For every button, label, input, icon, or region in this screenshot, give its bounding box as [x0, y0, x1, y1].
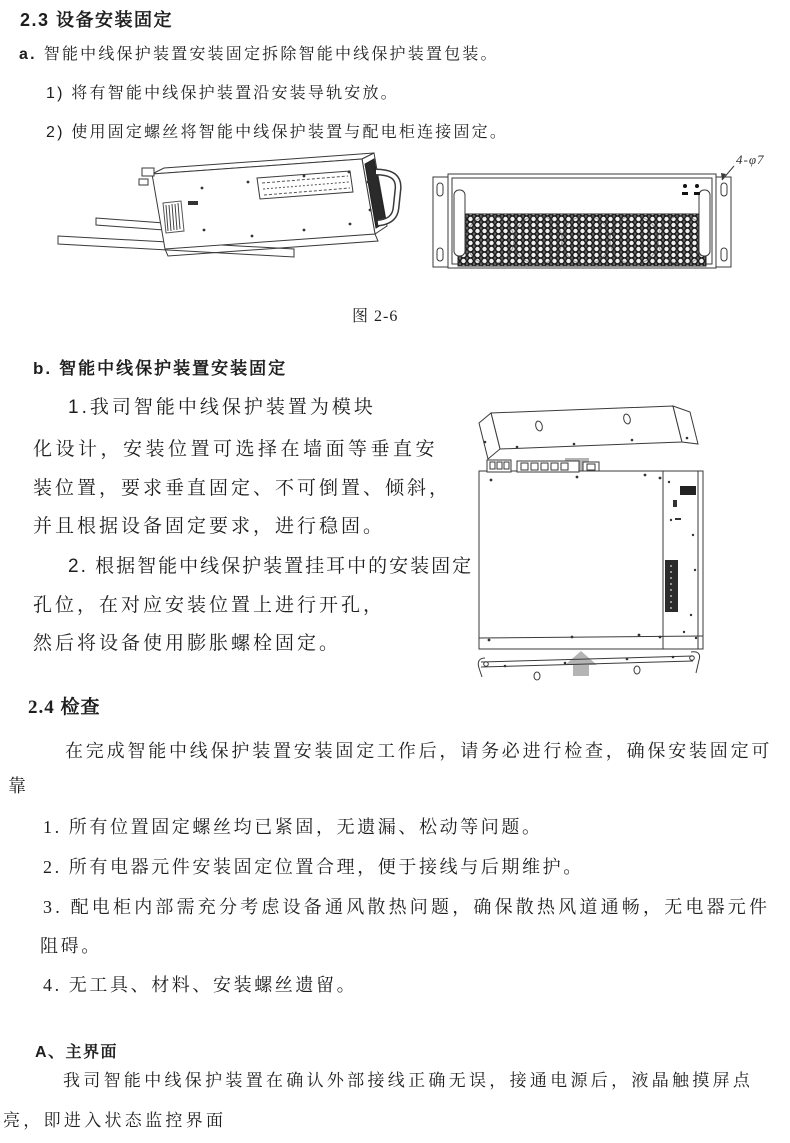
paragraph-line: 孔位，在对应安装位置上进行开孔，: [33, 595, 386, 616]
item-a-line: [19, 41, 499, 64]
install-step-1: 1) 将有智能中线保护装置沿安装导轨安放。: [46, 85, 399, 102]
install-step-2: 2) 使用固定螺丝将智能中线保护装置与配电柜连接固定。: [46, 124, 509, 141]
device-body: [139, 153, 398, 256]
inspection-intro-line: 靠: [8, 776, 29, 796]
inspection-item: 阻碍。: [40, 936, 102, 956]
mounting-bracket-top: [479, 406, 698, 459]
rack-device-iso-figure: [52, 152, 404, 270]
section-2-3-heading: 2.3 设备安装固定: [20, 10, 174, 30]
paragraph-line: 2. 根据智能中线保护装置挂耳中的安装固定: [68, 556, 474, 577]
inspection-item: 1. 所有位置固定螺丝均已紧固，无遗漏、松动等问题。: [43, 817, 543, 837]
section-2-4-heading: 2.4 检查: [28, 697, 101, 718]
rack-device-front-figure: [432, 150, 777, 272]
inspection-intro-line: 在完成智能中线保护装置安装固定工作后，请务必进行检查，确保安装固定可: [65, 741, 773, 761]
main-interface-line: 我司智能中线保护装置在确认外部接线正确无误，接通电源后，液晶触摸屏点: [63, 1071, 754, 1090]
section-b-heading: [33, 354, 287, 379]
main-interface-line: 亮，即进入状态监控界面: [3, 1111, 227, 1130]
paragraph-line: 然后将设备使用膨胀螺栓固定。: [33, 633, 342, 654]
annotation-4-phi-7: [721, 152, 765, 180]
section-b-heading-text: 智能中线保护装置安装固定: [59, 359, 288, 378]
honeycomb-vent: [458, 214, 706, 266]
paragraph-line: 1.我司智能中线保护装置为模块: [68, 397, 376, 418]
device-side-body: [479, 460, 703, 649]
wall-mount-figure: [477, 400, 709, 686]
paragraph-line: 化设计，安装位置可选择在墙面等垂直安: [33, 439, 439, 460]
svg-text:4-φ7: 4-φ7: [736, 152, 765, 167]
paragraph-line: 并且根据设备固定要求，进行稳固。: [33, 516, 386, 537]
section-b-marker: b.: [33, 359, 53, 378]
paragraph-line: 装位置，要求垂直固定、不可倒置、倾斜，: [33, 478, 452, 499]
item-a-text: 智能中线保护装置安装固定拆除智能中线保护装置包装。: [43, 46, 499, 63]
item-a-marker: a.: [19, 46, 37, 63]
inspection-item: 4. 无工具、材料、安装螺丝遗留。: [43, 975, 358, 995]
figure-2-6-caption: 图 2-6: [352, 308, 399, 325]
inspection-item: 3. 配电柜内部需充分考虑设备通风散热问题，确保散热风道通畅，无电器元件: [43, 897, 771, 917]
inspection-item: 2. 所有电器元件安装固定位置合理，便于接线与后期维护。: [43, 857, 584, 877]
section-a-heading: A、主界面: [35, 1044, 119, 1061]
